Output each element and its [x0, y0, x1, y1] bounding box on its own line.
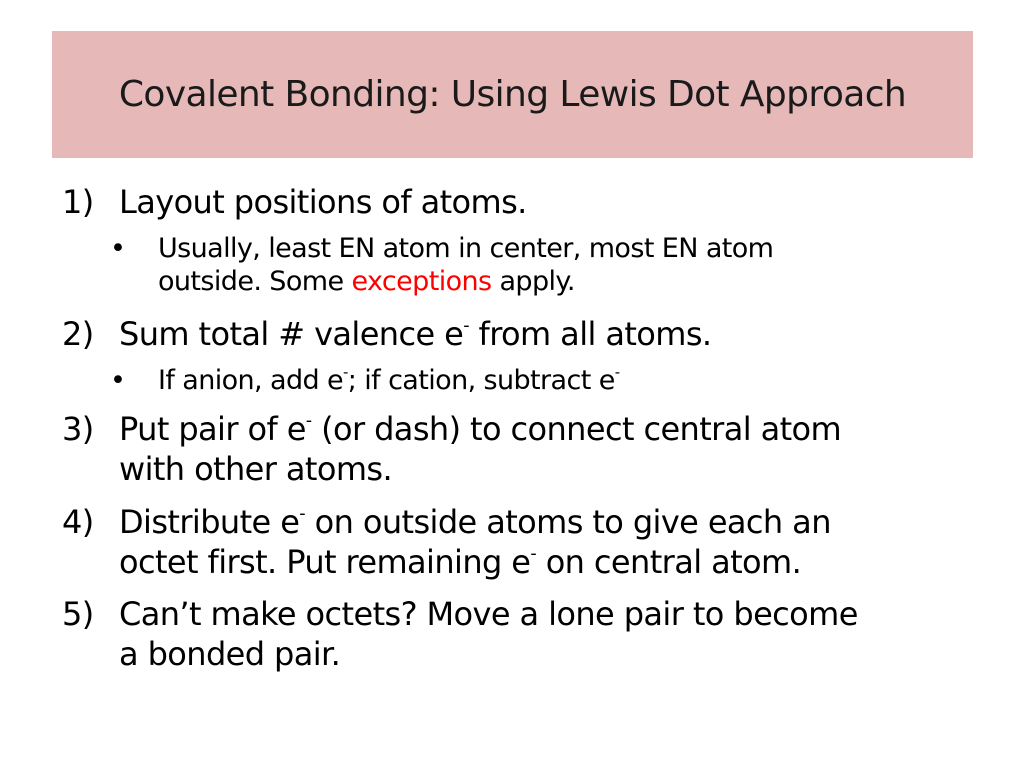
electron-charge-superscript: -	[299, 503, 306, 524]
step-text: Layout positions of atoms.	[119, 183, 527, 221]
exceptions-highlight: exceptions	[351, 266, 492, 297]
step-number: 3)	[62, 410, 94, 448]
step-number: 4)	[62, 503, 94, 541]
step-2	[62, 314, 982, 354]
step-text-start: Distribute e	[119, 503, 300, 541]
step-5	[62, 594, 982, 674]
subpoint-text	[158, 232, 990, 298]
step-2-subpoint	[110, 364, 990, 397]
step-text-end: (or dash) to connect central atom	[311, 410, 842, 448]
step-text	[119, 409, 982, 489]
electron-charge-superscript: -	[305, 410, 312, 431]
subpoint-line-1: Usually, least EN atom in center, most EN atom	[158, 233, 774, 264]
step-text-line-2: a bonded pair.	[119, 635, 341, 673]
subpoint-line-2-end: apply.	[491, 266, 575, 297]
step-number: 5)	[62, 595, 94, 633]
step-1-subpoint	[110, 232, 990, 298]
step-1	[62, 182, 982, 222]
step-text-line-2-start: octet first. Put remaining e	[119, 543, 531, 581]
step-text-end: from all atoms.	[468, 315, 712, 353]
step-text-line-1: Can’t make octets? Move a lone pair to become	[119, 595, 858, 633]
step-text-line-2: with other atoms.	[119, 450, 393, 488]
step-text	[119, 594, 982, 674]
electron-charge-superscript: -	[530, 543, 537, 564]
electron-charge-superscript: -	[343, 362, 348, 381]
step-text-line-2-end: on central atom.	[536, 543, 802, 581]
step-text-start: Put pair of e	[119, 410, 306, 448]
electron-charge-superscript: -	[614, 362, 620, 381]
slide-title: Covalent Bonding: Using Lewis Dot Approach	[118, 74, 907, 115]
subpoint-part-1: If anion, add e	[158, 365, 344, 396]
subpoint-text	[158, 364, 990, 397]
step-4	[62, 502, 982, 582]
electron-charge-superscript: -	[463, 315, 469, 336]
step-number: 2)	[62, 315, 94, 353]
step-3	[62, 409, 982, 489]
bullet-icon: •	[110, 365, 126, 396]
step-text-start: Sum total # valence e	[119, 315, 464, 353]
step-text	[119, 314, 982, 354]
step-number: 1)	[62, 183, 94, 221]
step-text	[119, 502, 982, 582]
subpoint-part-2: ; if cation, subtract e	[347, 365, 615, 396]
subpoint-line-2-start: outside. Some	[158, 266, 352, 297]
step-text-end: on outside atoms to give each an	[305, 503, 831, 541]
bullet-icon: •	[110, 233, 126, 264]
